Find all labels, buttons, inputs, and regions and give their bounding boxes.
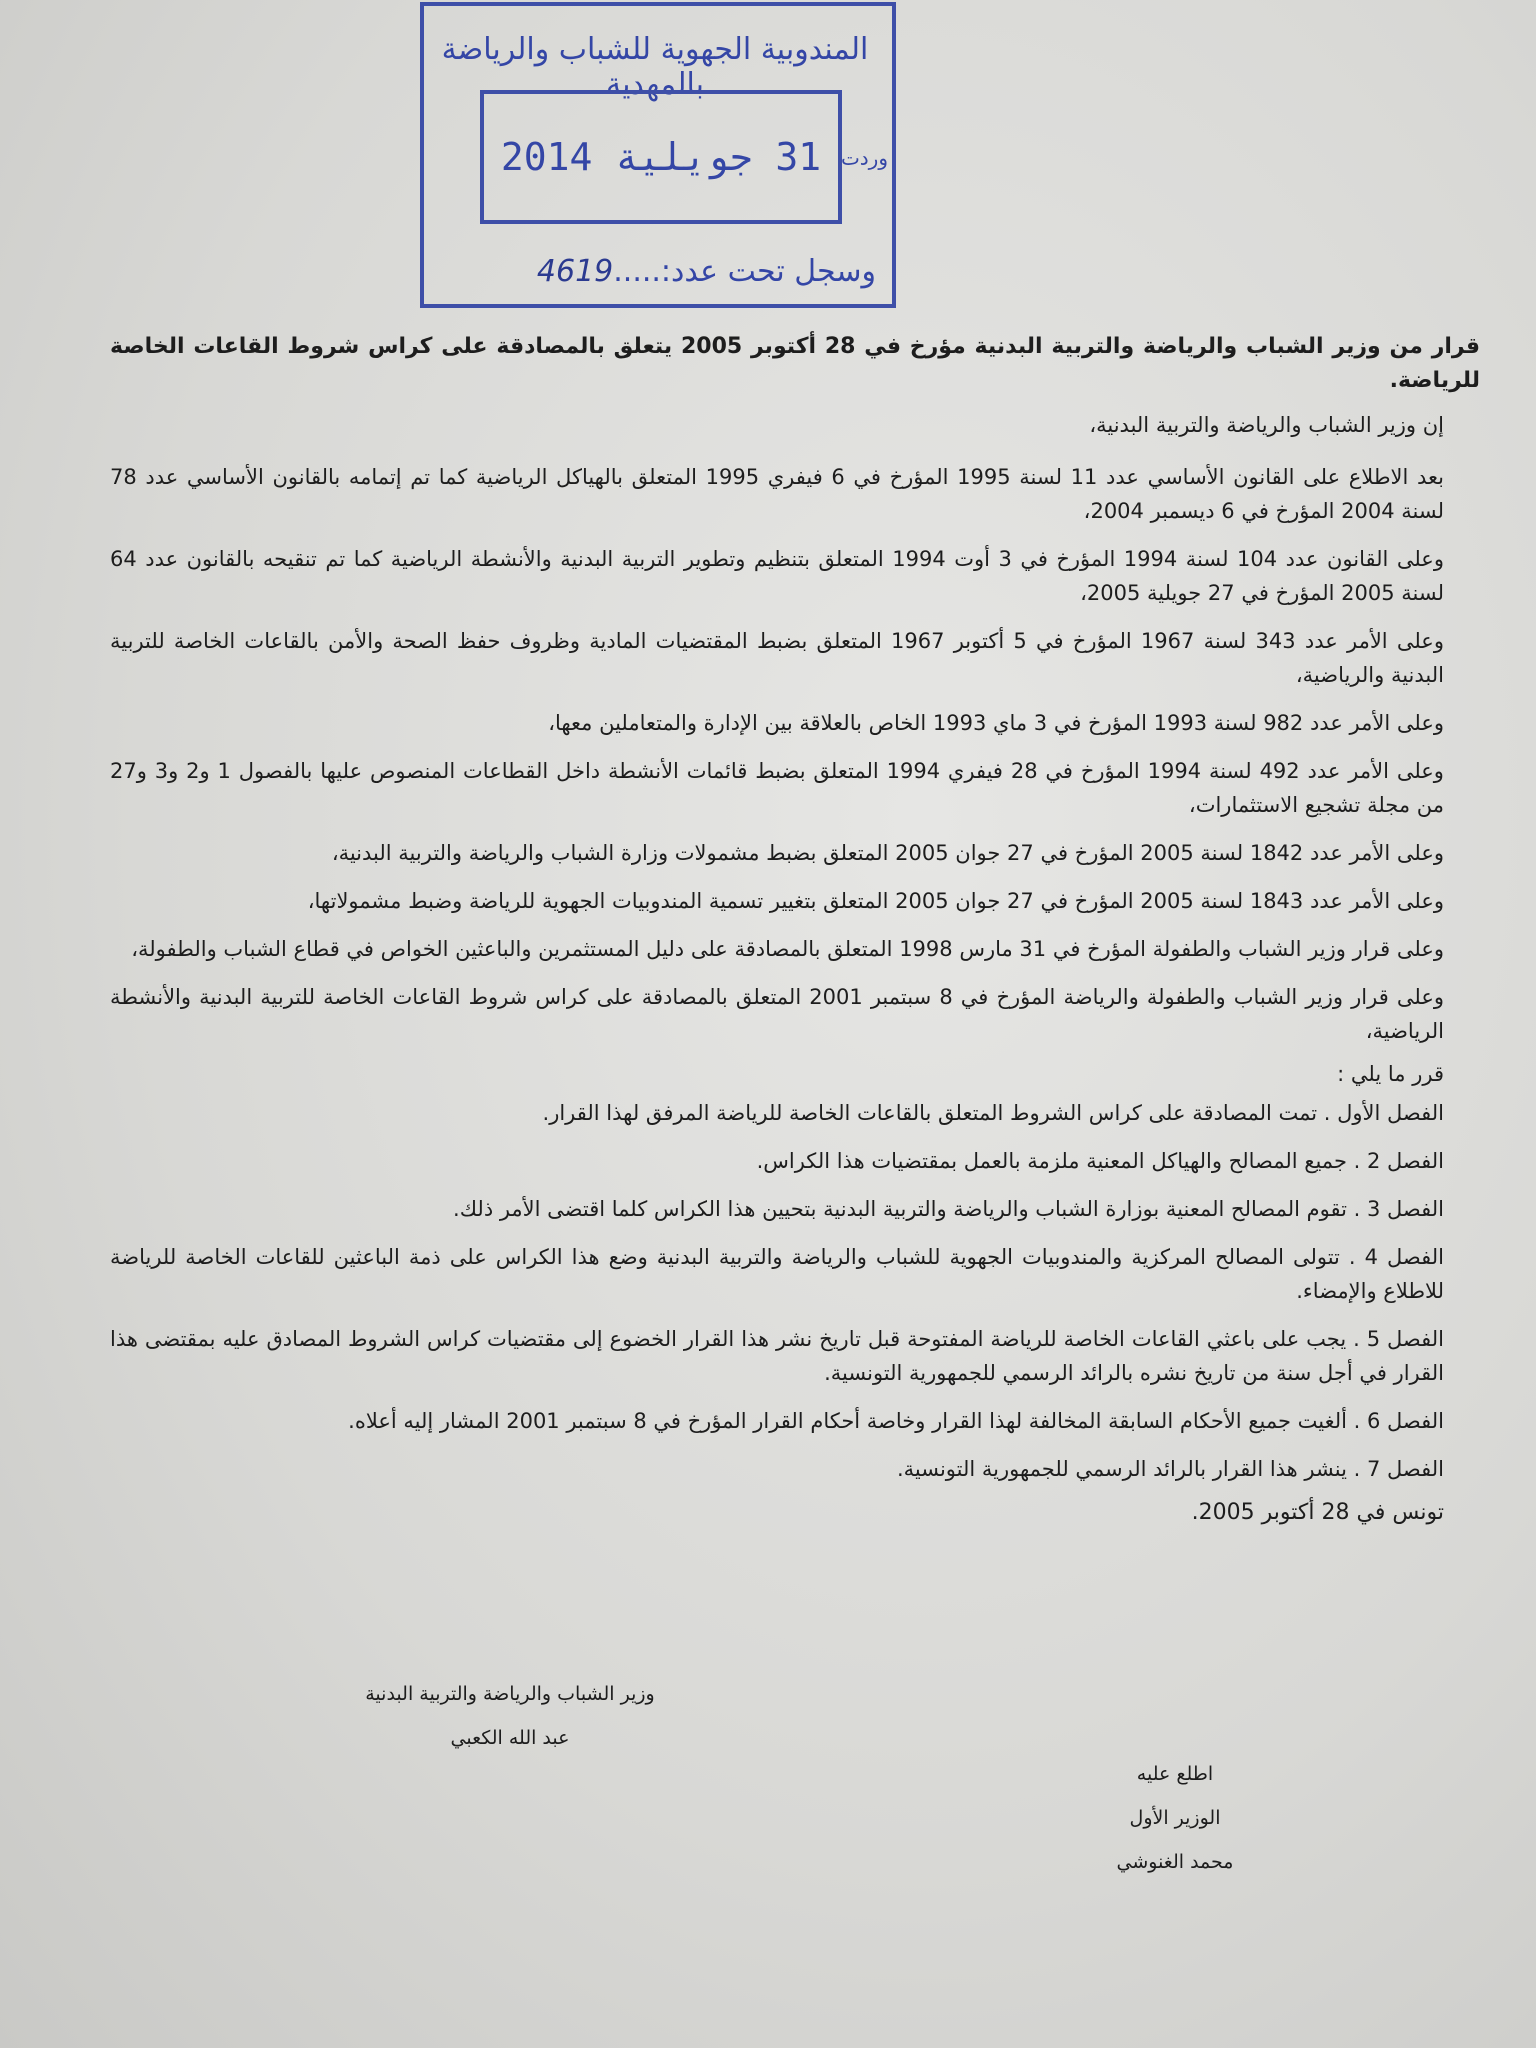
article: الفصل 5 . يجب على باعثي القاعات الخاصة للرياضة المفتوحة قبل تاريخ نشر هذا القرار الخضوع إلى مقتضيات كراس الشروط المصادق عليه بمقتضى هذا القرار في أجل سنة من تاريخ نشره بالرائد الرسمي للجمهورية التونسية. [110,1327,1444,1385]
consideration: بعد الاطلاع على القانون الأساسي عدد 11 لسنة 1995 المؤرخ في 6 فيفري 1995 المتعلق بالهياكل الرياضية كما تم إتمامه بالقانون الأساسي عدد 78 لسنة 2004 المؤرخ في 6 ديسمبر 2004، [110,465,1444,523]
stamp-date: 31 جويلية 2014 [500,135,822,179]
stamp-title: المندوبية الجهوية للشباب والرياضة بالمهدية [441,32,869,102]
stamp-date-box [480,90,842,224]
registration-stamp [420,2,896,308]
article: الفصل 3 . تقوم المصالح المعنية بوزارة الشباب والرياضة والتربية البدنية بتحيين هذا الكراس كلما اقتضى الأمر ذلك. [453,1197,1444,1221]
consideration: وعلى الأمر عدد 982 لسنة 1993 المؤرخ في 3 ماي 1993 الخاص بالعلاقة بين الإدارة والمتعاملين معها، [548,711,1444,735]
consideration: وعلى قرار وزير الشباب والطفولة المؤرخ في 31 مارس 1998 المتعلق بالمصادقة على دليل المستثمرين والباعثين الخواص في قطاع الشباب والطفولة، [131,937,1444,961]
prime-minister-name: محمد الغنوشي [1116,1851,1234,1873]
decision-label: قرر ما يلي : [1337,1062,1444,1086]
article: الفصل 2 . جميع المصالح والهياكل المعنية ملزمة بالعمل بمقتضيات هذا الكراس. [756,1149,1444,1173]
date-place: تونس في 28 أكتوبر 2005. [1191,1500,1444,1525]
article: الفصل الأول . تمت المصادقة على كراس الشروط المتعلق بالقاعات الخاصة للرياضة المرفق لهذا القرار. [542,1101,1444,1125]
article: الفصل 7 . ينشر هذا القرار بالرائد الرسمي للجمهورية التونسية. [896,1457,1444,1481]
decree-heading: قرار من وزير الشباب والرياضة والتربية البدنية مؤرخ في 28 أكتوبر 2005 يتعلق بالمصادقة على كراس شروط القاعات الخاصة للرياضة. [110,334,1481,393]
consideration: وعلى الأمر عدد 492 لسنة 1994 المؤرخ في 28 فيفري 1994 المتعلق بضبط قائمات الأنشطة داخل القطاعات المنصوص عليها بالفصول 1 و2 و3 و27 من مجلة تشجيع الاستثمارات، [110,759,1444,817]
consideration: وعلى القانون عدد 104 لسنة 1994 المؤرخ في 3 أوت 1994 المتعلق بتنظيم وتطوير التربية البدنية والأنشطة الرياضية كما تم تنقيحه بالقانون عدد 64 لسنة 2005 المؤرخ في 27 جويلية 2005، [110,547,1444,605]
stamp-side-label: وردت [840,146,888,170]
minister-title: وزير الشباب والرياضة والتربية البدنية [365,1683,655,1705]
seen-label: اطلع عليه [1136,1763,1214,1785]
consideration: وعلى الأمر عدد 1843 لسنة 2005 المؤرخ في 27 جوان 2005 المتعلق بتغيير تسمية المندوبيات الجهوية للرياضة وضبط مشمولاتها، [307,889,1444,913]
article: الفصل 4 . تتولى المصالح المركزية والمندوبيات الجهوية للشباب والرياضة والتربية البدنية وضع هذا الكراس على ذمة الباعثين للقاعات الخاصة للرياضة للاطلاع والإمضاء. [110,1245,1444,1303]
prime-minister-title: الوزير الأول [1129,1807,1221,1829]
minister-signature [340,1672,680,1760]
stamp-registration-label: وسجل تحت عدد:..... [613,254,876,289]
consideration: وعلى الأمر عدد 1842 لسنة 2005 المؤرخ في 27 جوان 2005 المتعلق بضبط مشمولات وزارة الشباب والرياضة والتربية البدنية، [331,841,1444,865]
decree-body [110,330,1480,1525]
stamp-registration [537,254,876,289]
minister-name: عبد الله الكعبي [450,1727,570,1749]
decree-intro: إن وزير الشباب والرياضة والتربية البدنية، [1089,413,1444,437]
stamp-registration-number: 4619 [536,254,614,289]
article: الفصل 6 . ألغيت جميع الأحكام السابقة المخالفة لهذا القرار وخاصة أحكام القرار المؤرخ في 8 سبتمبر 2001 المشار إليه أعلاه. [348,1409,1444,1433]
prime-minister-signature [1090,1752,1260,1884]
consideration: وعلى الأمر عدد 343 لسنة 1967 المؤرخ في 5 أكتوبر 1967 المتعلق بضبط المقتضيات المادية وظروف حفظ الصحة والأمن بالقاعات الخاصة للتربية البدنية والرياضية، [110,629,1444,687]
consideration: وعلى قرار وزير الشباب والطفولة والرياضة المؤرخ في 8 سبتمبر 2001 المتعلق بالمصادقة على كراس شروط القاعات الخاصة للتربية البدنية والأنشطة الرياضية، [110,985,1445,1043]
